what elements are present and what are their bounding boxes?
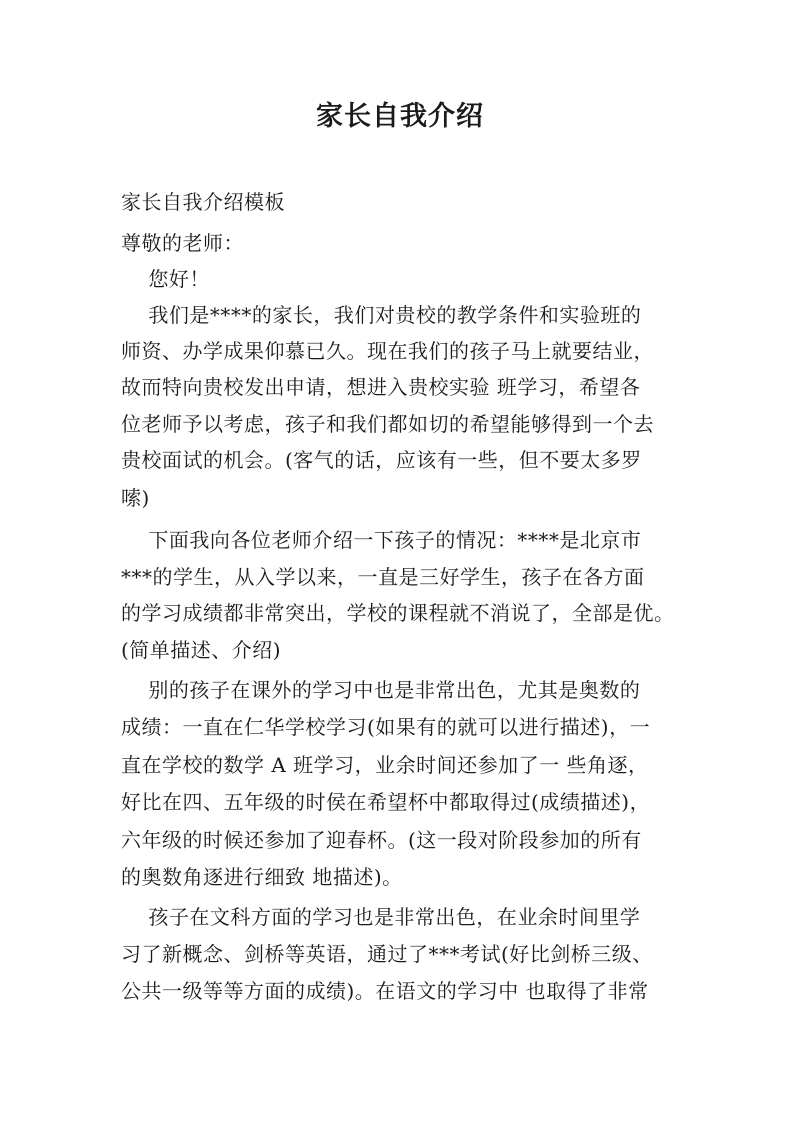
- text-line: ***的学生，从入学以来，一直是三好学生，孩子在各方面: [121, 565, 645, 589]
- text-line: 六年级的时候还参加了迎春杯。(这一段对阶段参加的所有: [121, 828, 642, 852]
- text-line: 嗦): [121, 486, 150, 510]
- text-line: 您好！: [121, 267, 210, 291]
- document-title: 家长自我介绍: [316, 101, 484, 132]
- text-line: 直在学校的数学 A 班学习，业余时间还参加了一 些角逐，: [121, 753, 649, 777]
- text-line: 的奥数角逐进行细致 地描述)。: [121, 865, 403, 889]
- text-line: 好比在四、五年级的时侯在希望杯中都取得过(成绩描述)，: [121, 790, 651, 814]
- text-line: 尊敬的老师：: [121, 231, 244, 255]
- text-line: (简单描述、介绍): [121, 638, 282, 662]
- text-line: 孩子在文科方面的学习也是非常出色，在业余时间里学: [121, 905, 641, 929]
- text-line: 习了新概念、剑桥等英语，通过了***考试(好比剑桥三级、: [121, 942, 653, 966]
- text-line: 故而特向贵校发出申请，想进入贵校实验 班学习，希望各: [121, 375, 641, 399]
- text-line: 位老师予以考虑，孩子和我们都如切的希望能够得到一个去: [121, 412, 654, 436]
- text-line: 家长自我介绍模板: [121, 190, 285, 214]
- text-line: 贵校面试的机会。(客气的话，应该有一些，但不要太多罗: [121, 448, 642, 472]
- text-line: 的学习成绩都非常突出，学校的课程就不消说了，全部是优。: [121, 601, 675, 625]
- text-line: 公共一级等等方面的成绩)。在语文的学习中 也取得了非常: [121, 979, 649, 1003]
- text-line: 我们是****的家长，我们对贵校的教学条件和实验班的: [121, 303, 642, 327]
- text-line: 下面我向各位老师介绍一下孩子的情况：****是北京市: [121, 528, 642, 552]
- text-line: 师资、办学成果仰慕已久。现在我们的孩子马上就要结业，: [121, 339, 654, 363]
- text-line: 别的孩子在课外的学习中也是非常出色，尤其是奥数的: [121, 678, 641, 702]
- text-line: 成绩：一直在仁华学校学习(如果有的就可以进行描述)，一: [121, 715, 651, 739]
